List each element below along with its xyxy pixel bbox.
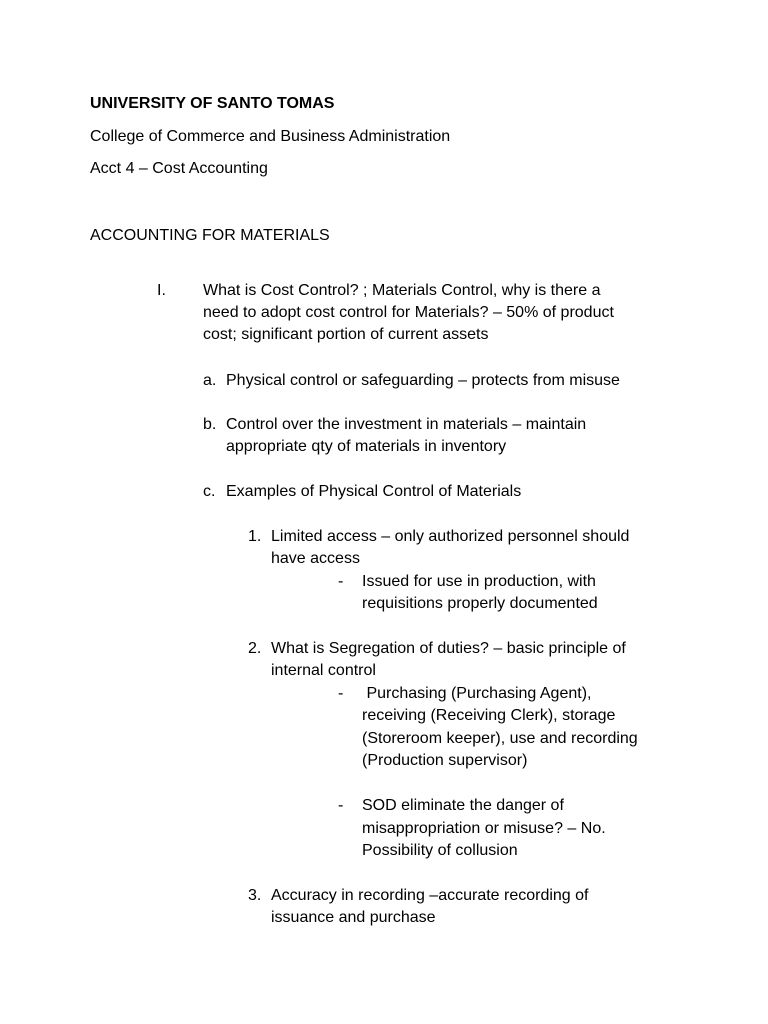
item-c-text: Examples of Physical Control of Materials	[226, 483, 522, 500]
item-2-bullet-1-marker: -	[338, 685, 344, 702]
item-1-bullet-line-2: requisitions properly documented	[362, 595, 598, 612]
item-2-text-line-1: What is Segregation of duties? – basic principle of	[271, 640, 626, 657]
item-3-text-line-1: Accuracy in recording –accurate recording of	[271, 887, 589, 904]
item-I-text-line-1: What is Cost Control? ; Materials Control, why is there a	[203, 282, 601, 299]
item-I-text-line-2: need to adopt cost control for Materials? – 50% of product	[203, 304, 614, 321]
item-c-marker: c.	[203, 483, 216, 500]
section-title: ACCOUNTING FOR MATERIALS	[90, 227, 330, 244]
item-2-bullet-1-line-1: Purchasing (Purchasing Agent),	[362, 685, 592, 702]
item-b-text-line-2: appropriate qty of materials in inventory	[226, 438, 507, 455]
item-b-marker: b.	[203, 416, 217, 433]
item-1-bullet-line-1: Issued for use in production, with	[362, 573, 596, 590]
item-2-text-line-2: internal control	[271, 662, 376, 679]
item-2-bullet-2-marker: -	[338, 797, 344, 814]
item-1-bullet-marker: -	[338, 573, 344, 590]
item-2-bullet-1-line-2: receiving (Receiving Clerk), storage	[362, 707, 616, 724]
university-name: UNIVERSITY OF SANTO TOMAS	[90, 95, 335, 112]
item-a-marker: a.	[203, 372, 217, 389]
item-3-text-line-2: issuance and purchase	[271, 909, 436, 926]
item-2-marker: 2.	[248, 640, 262, 657]
item-1-marker: 1.	[248, 528, 262, 545]
item-2-bullet-2-line-1: SOD eliminate the danger of	[362, 797, 564, 814]
item-2-bullet-1-line-4: (Production supervisor)	[362, 752, 528, 769]
item-1-text-line-1: Limited access – only authorized personnel should	[271, 528, 630, 545]
item-2-bullet-2-line-2: misappropriation or misuse? – No.	[362, 820, 606, 837]
item-2-bullet-2-line-3: Possibility of collusion	[362, 842, 518, 859]
item-a-text: Physical control or safeguarding – protects from misuse	[226, 372, 620, 389]
course-name: Acct 4 – Cost Accounting	[90, 160, 268, 177]
item-b-text-line-1: Control over the investment in materials – maintain	[226, 416, 587, 433]
college-name: College of Commerce and Business Administration	[90, 128, 451, 145]
item-I-text-line-3: cost; significant portion of current assets	[203, 326, 489, 343]
item-I-marker: I.	[157, 282, 166, 299]
item-3-marker: 3.	[248, 887, 262, 904]
item-2-bullet-1-line-3: (Storeroom keeper), use and recording	[362, 730, 638, 747]
item-1-text-line-2: have access	[271, 550, 360, 567]
